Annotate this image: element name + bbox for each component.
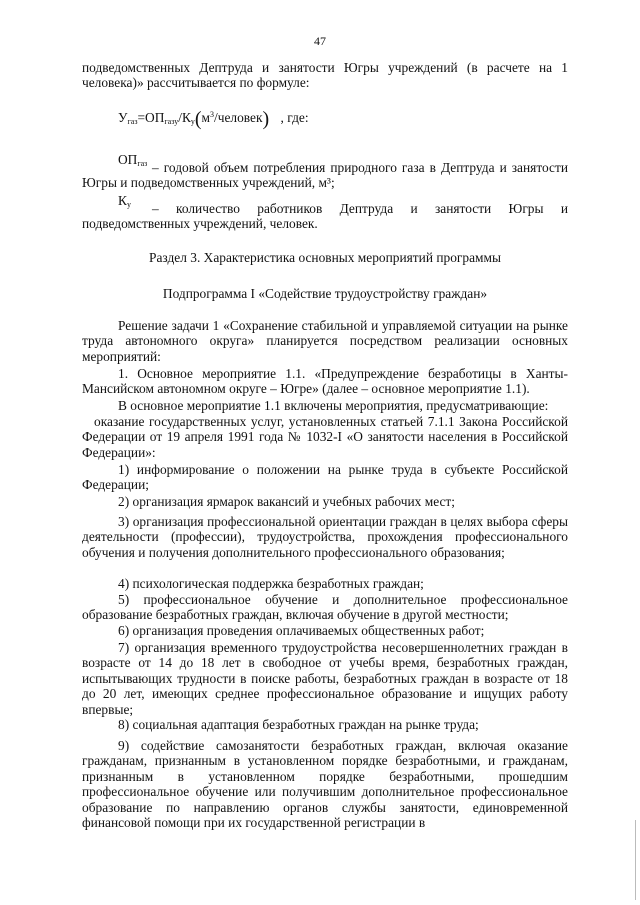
- formula-op-sub: газу: [164, 117, 179, 126]
- paragraph-4: оказание государственных услуг, установленных статьей 7.1.1 Закона Российской Федерации от 19 апреля 1991 года № 1032-I «О занятости населения в Российской Федерации»:: [82, 414, 568, 460]
- paragraph-3: В основное мероприятие 1.1 включены мероприятия, предусматривающие:: [118, 398, 549, 413]
- def-op-symbol: ОП: [118, 152, 138, 167]
- def-k-sub: у: [126, 200, 131, 209]
- list-item-3: 3) организация профессиональной ориентации граждан в целях выбора сферы деятельности (профессии), трудоустройства, прохождения профессионального обучения и получения дополнительного профессионального образования;: [82, 514, 568, 560]
- list-item-4: 4) психологическая поддержка безработных граждан;: [118, 576, 424, 591]
- formula-tail: , где:: [280, 110, 309, 125]
- formula-op: =ОП: [137, 110, 165, 125]
- paragraph-2: 1. Основное мероприятие 1.1. «Предупреждение безработицы в Ханты-Мансийском автономном округе – Югре» (далее – основное мероприятие 1.1).: [82, 366, 568, 397]
- scan-edge-line: [635, 820, 636, 900]
- intro-text: подведомственных Дептруда и занятости Югры учреждений (в расчете на 1 человека)» рассчитывается по формуле:: [82, 60, 568, 91]
- formula-paren-close: ): [262, 108, 270, 130]
- list-item-9: 9) содействие самозанятости безработных граждан, включая оказание гражданам, признанным в установленном порядке безработными, и гражданам, признанным в установленном порядке безработными, прошедшим профессиональное обучение или получившим дополнительное профессиональное образование по направлению органов службы занятости, единовременной финансовой помощи при их государственной регистрации в: [82, 738, 568, 831]
- list-item-5: 5) профессиональное обучение и дополнительное профессиональное образование безработных граждан, включая обучение в другой местности;: [82, 592, 568, 623]
- def-k-symbol: К: [118, 193, 127, 208]
- def-op-sub: газ: [137, 159, 148, 168]
- formula-paren-open: (: [194, 108, 202, 130]
- section-heading: Раздел 3. Характеристика основных мероприятий программы: [149, 250, 501, 265]
- page-number: 47: [314, 34, 326, 48]
- list-item-1: 1) информирование о положении на рынке труда в субъекте Российской Федерации;: [82, 462, 568, 493]
- definition-op: – годовой объем потребления природного газа в Дептруда и занятости Югры и подведомственных учреждений, м³;: [82, 160, 568, 191]
- formula-unit-sup: 3: [210, 110, 215, 119]
- list-item-7: 7) организация временного трудоустройства несовершеннолетних граждан в возрасте от 14 до 18 лет в свободное от учебы время, безработных граждан, испытывающих трудности в поиске работы, безработных граждан в возрасте от 18 до 20 лет, имеющих среднее профессиональное образование и ищущих работу впервые;: [82, 640, 568, 717]
- formula-lhs: У: [118, 110, 128, 125]
- formula: [118, 108, 309, 131]
- list-item-8: 8) социальная адаптация безработных граждан на рынке труда;: [118, 717, 479, 732]
- formula-unit: м: [201, 110, 211, 125]
- formula-unit-post: /человек: [214, 110, 263, 125]
- definition-k: – количество работников Дептруда и занятости Югры и подведомственных учреждений, человек.: [82, 201, 568, 232]
- formula-k-sub: у: [190, 117, 195, 126]
- formula-lhs-sub: газ: [127, 117, 138, 126]
- list-item-6: 6) организация проведения оплачиваемых общественных работ;: [118, 623, 485, 638]
- paragraph-1: Решение задачи 1 «Сохранение стабильной и управляемой ситуации на рынке труда автономного округа» планируется посредством реализации основных мероприятий:: [82, 318, 568, 364]
- list-item-2: 2) организация ярмарок вакансий и учебных рабочих мест;: [118, 494, 455, 509]
- subprogram-heading: Подпрограмма I «Содействие трудоустройству граждан»: [162, 286, 488, 301]
- formula-k: /К: [178, 110, 191, 125]
